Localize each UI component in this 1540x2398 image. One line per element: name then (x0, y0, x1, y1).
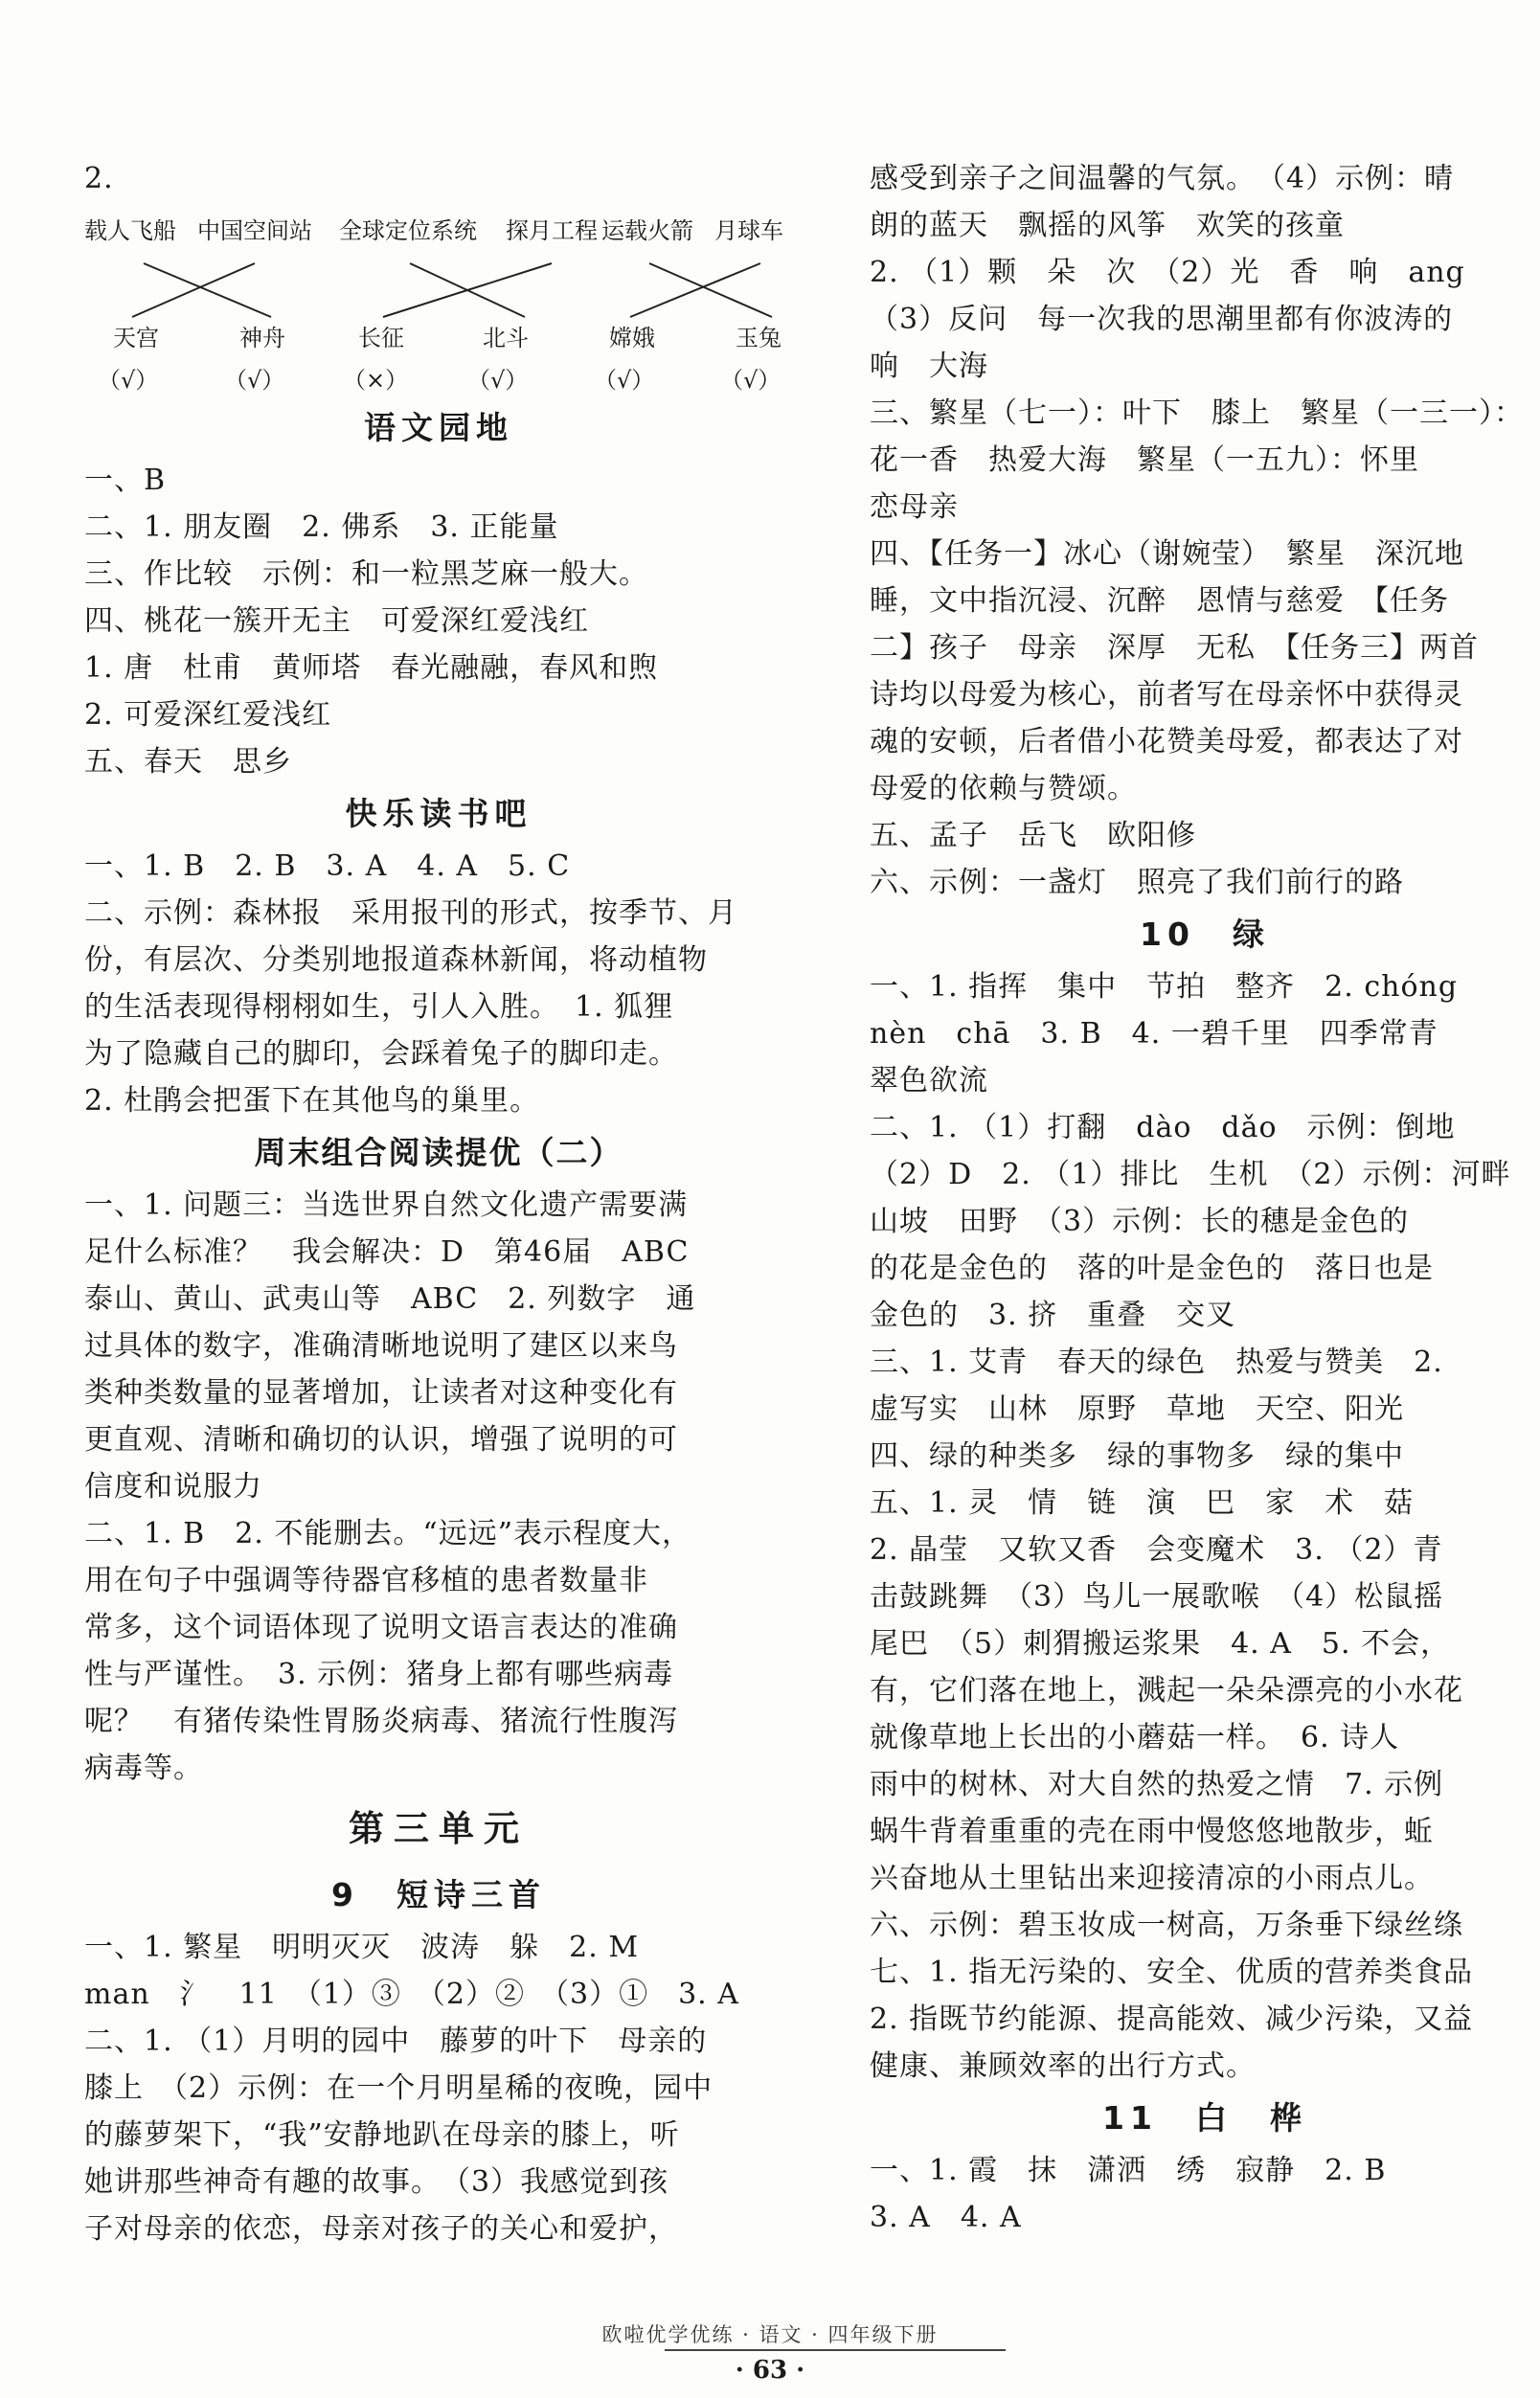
lesson-title-11: 11 白 桦 (1102, 2099, 1307, 2137)
answer-line: 足什么标准？ 我会解决：D 第46届 ABC (84, 1235, 690, 1269)
answer-line: 3. A 4. A (870, 2201, 1022, 2234)
answer-line: 朗的蓝天 飘摇的风筝 欢笑的孩童 (870, 209, 1345, 242)
answer-line: 尾巴 （5）刺猬搬运浆果 4. A 5. 不会， (870, 1627, 1451, 1661)
answer-line: 二、1. （1）月明的园中 藤萝的叶下 母亲的 (84, 2025, 708, 2058)
answer-line: 兴奋地从土里钻出来迎接清凉的小雨点儿。 (870, 1862, 1434, 1895)
answer-line: 金色的 3. 挤 重叠 交叉 (870, 1299, 1236, 1332)
lesson9-continued-answers (870, 155, 1540, 906)
answer-line: 四、绿的种类多 绿的事物多 绿的集中 (870, 1439, 1404, 1473)
answer-line: 2. 杜鹃会把蛋下在其他鸟的巢里。 (84, 1084, 540, 1118)
answer-line: 信度和说服力 (84, 1470, 262, 1504)
answer-line: 山坡 田野 （3）示例：长的穗是金色的 (870, 1205, 1410, 1238)
answer-line: 她讲那些神奇有趣的故事。 （3）我感觉到孩 (84, 2165, 669, 2199)
bottom-term: 北斗 (483, 325, 529, 351)
answer-line: 二、1. 朋友圈 2. 佛系 3. 正能量 (84, 510, 559, 544)
answer-line: 膝上 （2）示例：在一个月明星稀的夜晚，园中 (84, 2071, 713, 2105)
answer-line: 一、1. B 2. B 3. A 4. A 5. C (84, 849, 571, 883)
zhoumo-answers (84, 1182, 793, 1792)
answer-line: 五、孟子 岳飞 欧阳修 (870, 819, 1196, 852)
answer-line: 魂的安顿，后者借小花赞美母爱，都表达了对 (870, 725, 1463, 758)
answer-line: 二、1. B 2. 不能删去。“远远”表示程度大， (84, 1517, 692, 1550)
answer-line: 五、春天 思乡 (84, 745, 292, 779)
answer-line: 雨中的树林、对大自然的热爱之情 7. 示例 (870, 1768, 1444, 1801)
lesson-title-9: 9 短诗三首 (331, 1876, 546, 1913)
answer-line: 过具体的数字，准确清晰地说明了建区以来鸟 (84, 1329, 678, 1363)
page-number: · 63 · (735, 2356, 805, 2385)
answer-line: 花一香 热爱大海 繁星（一五九）：怀里 (870, 443, 1419, 477)
check-mark: （√） (467, 367, 529, 394)
section-title-kuaile: 快乐读书吧 (345, 795, 532, 832)
answer-line: 的花是金色的 落的叶是金色的 落日也是 (870, 1252, 1434, 1285)
answer-line: 1. 唐 杜甫 黄师塔 春光融融，春风和煦 (84, 651, 659, 685)
match-marks (84, 361, 793, 399)
answer-line: 诗均以母爱为核心，前者写在母亲怀中获得灵 (870, 678, 1463, 712)
answer-line: 2. 指既节约能源、提高能效、减少污染，又益 (870, 2002, 1474, 2036)
answer-line: （2）D 2. （1）排比 生机 （2）示例：河畔 (870, 1158, 1511, 1191)
yuwen-answers (84, 457, 793, 785)
bottom-term: 天宫 (113, 325, 159, 351)
answer-line: 就像草地上长出的小蘑菇一样。 6. 诗人 (870, 1721, 1400, 1754)
answer-line: 常多，这个词语体现了说明文语言表达的准确 (84, 1611, 678, 1644)
answer-line: 翠色欲流 (870, 1064, 988, 1097)
answer-line: 三、1. 艾青 春天的绿色 热爱与赞美 2. (870, 1346, 1443, 1379)
answer-line: 2. 晶莹 又软又香 会变魔术 3. （2）青 (870, 1533, 1443, 1567)
left-column (84, 155, 793, 2252)
match-line (649, 263, 772, 317)
answer-line: 2. 可爱深红爱浅红 (84, 698, 332, 732)
answer-line: 健康、兼顾效率的出行方式。 (870, 2049, 1256, 2083)
top-term: 中国空间站 (197, 217, 312, 244)
answer-line: （3）反问 每一次我的思潮里都有你波涛的 (870, 303, 1454, 336)
answer-line: man 氵 11 （1）③ （2）② （3）① 3. A (84, 1978, 739, 2011)
top-term: 全球定位系统 (339, 217, 477, 244)
answer-line: 三、作比较 示例：和一粒黑芝麻一般大。 (84, 557, 648, 591)
bottom-term: 长征 (358, 325, 404, 351)
answer-line: 病毒等。 (84, 1752, 203, 1785)
answer-line: 的藤萝架下，“我”安静地趴在母亲的膝上，听 (84, 2118, 680, 2152)
match-lines (84, 261, 793, 319)
answer-line: 虚写实 山林 原野 草地 天空、阳光 (870, 1392, 1404, 1426)
top-term: 运载火箭 (601, 217, 693, 244)
kuaile-answers (84, 843, 793, 1124)
check-mark: （√） (98, 367, 159, 394)
answer-line: 为了隐藏自己的脚印，会踩着兔子的脚印走。 (84, 1037, 678, 1071)
answer-line: 一、1. 问题三：当选世界自然文化遗产需要满 (84, 1188, 689, 1222)
cross-mark: （×） (343, 367, 409, 394)
answer-line: 蜗牛背着重重的壳在雨中慢悠悠地散步，蚯 (870, 1815, 1434, 1848)
answer-line: 呢？ 有猪传染性胃肠炎病毒、猪流行性腹泻 (84, 1705, 678, 1738)
bottom-term: 嫦娥 (609, 325, 655, 351)
answer-line: 感受到亲子之间温馨的气氛。 （4）示例：晴 (870, 162, 1455, 195)
check-mark: （√） (720, 367, 781, 394)
answer-line: 七、1. 指无污染的、安全、优质的营养类食品 (870, 1956, 1474, 1989)
match-line (144, 263, 271, 317)
top-term: 月球车 (714, 217, 783, 244)
match-top-terms (84, 202, 793, 261)
unit-title: 第三单元 (349, 1808, 529, 1849)
right-column (870, 155, 1540, 2241)
bottom-term: 神舟 (239, 325, 285, 351)
answer-line: nèn chā 3. B 4. 一碧千里 四季常青 (870, 1017, 1438, 1051)
answer-line: 母爱的依赖与赞颂。 (870, 772, 1137, 805)
answer-line: 更直观、清晰和确切的认识，增强了说明的可 (84, 1423, 678, 1457)
answer-line: 五、1. 灵 情 链 演 巴 家 术 菇 (870, 1486, 1415, 1520)
answer-line: 2. （1）颗 朵 次 （2）光 香 响 ang (870, 256, 1465, 289)
answer-line: 泰山、黄山、武夷山等 ABC 2. 列数字 通 (84, 1282, 696, 1316)
answer-line: 子对母亲的依恋，母亲对孩子的关心和爱护， (84, 2212, 678, 2246)
lesson10-answers (870, 963, 1540, 2090)
section-title-zhoumo: 周末组合阅读提优（二） (254, 1134, 623, 1171)
match-number: 2. (84, 162, 114, 195)
answer-line: 恋母亲 (870, 490, 959, 524)
section-title-yuwen: 语文园地 (364, 409, 513, 446)
answer-line: 性与严谨性。 3. 示例：猪身上都有哪些病毒 (84, 1658, 674, 1691)
lesson11-answers (870, 2147, 1540, 2241)
top-term: 载人飞船 (84, 217, 176, 244)
answer-line: 二、示例：森林报 采用报刊的形式，按季节、月 (84, 896, 737, 930)
answer-line: 的生活表现得栩栩如生，引人入胜。 1. 狐狸 (84, 990, 674, 1024)
bottom-term: 玉兔 (736, 325, 781, 351)
answer-line: 有，它们落在地上，溅起一朵朵漂亮的小水花 (870, 1674, 1463, 1708)
match-line (132, 263, 255, 317)
match-line (383, 263, 552, 317)
answer-line: 二、1. （1）打翻 dào dǎo 示例：倒地 (870, 1111, 1456, 1144)
answer-line: 睡，文中指沉浸、沉醉 恩情与慈爱 【任务 (870, 584, 1449, 618)
answer-line: 六、示例：一盏灯 照亮了我们前行的路 (870, 866, 1404, 899)
match-line (630, 263, 760, 317)
answer-line: 四、桃花一簇开无主 可爱深红爱浅红 (84, 604, 589, 638)
answer-line: 六、示例：碧玉妆成一树高，万条垂下绿丝绦 (870, 1909, 1463, 1942)
check-mark: （√） (224, 367, 285, 394)
footer-series: 欧啦优学优练 · 语文 · 四年级下册 (601, 2323, 939, 2346)
answer-line: 份，有层次、分类别地报道森林新闻，将动植物 (84, 943, 708, 977)
answer-line: 响 大海 (870, 350, 988, 383)
top-term: 探月工程 (506, 217, 598, 244)
answer-line: 一、1. 繁星 明明灭灭 波涛 躲 2. M (84, 1931, 640, 1964)
answer-line: 三、繁星（七一）：叶下 膝上 繁星（一三一）： (870, 396, 1524, 430)
match-bottom-terms (84, 319, 793, 361)
answer-line: 二】孩子 母亲 深厚 无私 【任务三】两首 (870, 631, 1479, 665)
answer-line: 四、【任务一】冰心（谢婉莹） 繁星 深沉地 (870, 537, 1464, 571)
lesson9-answers (84, 1924, 793, 2252)
answer-line: 类种类数量的显著增加，让读者对这种变化有 (84, 1376, 678, 1410)
answer-line: 击鼓跳舞 （3）鸟儿一展歌喉 （4）松鼠摇 (870, 1580, 1444, 1614)
answer-line: 用在句子中强调等待器官移植的患者数量非 (84, 1564, 648, 1597)
check-mark: （√） (594, 367, 655, 394)
answer-line: 一、B (84, 464, 167, 497)
answer-line: 一、1. 霞 抹 潇洒 绣 寂静 2. B (870, 2154, 1387, 2187)
footer-divider (665, 2349, 1006, 2351)
answer-line: 一、1. 指挥 集中 节拍 整齐 2. chóng (870, 970, 1459, 1004)
lesson-title-10: 10 绿 (1140, 916, 1270, 953)
